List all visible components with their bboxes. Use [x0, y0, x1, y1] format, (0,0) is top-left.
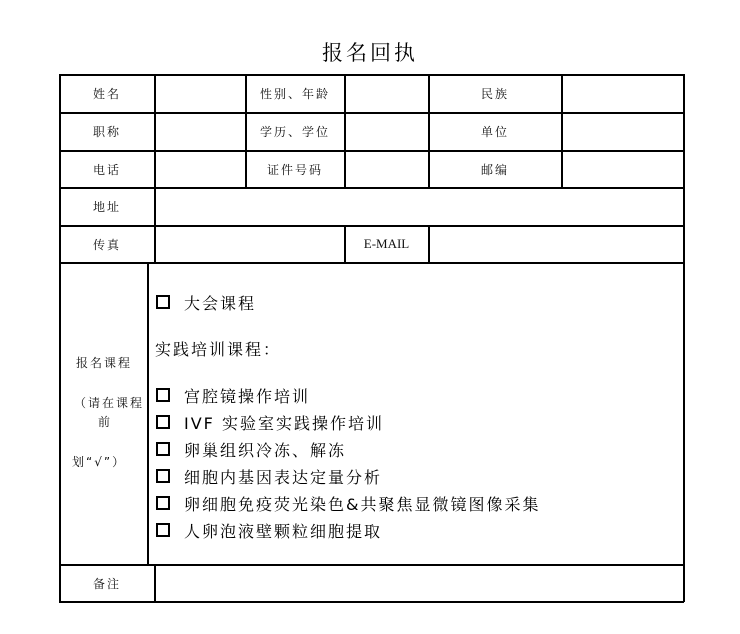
course-option-granulosa-cells[interactable] — [156, 518, 382, 542]
label-remarks: 备注 — [92, 576, 121, 591]
ethnicity-field[interactable] — [562, 75, 683, 112]
remarks-field[interactable] — [155, 565, 683, 601]
label-name: 姓名 — [92, 87, 121, 101]
label-fax: 传真 — [92, 237, 121, 252]
postcode-field[interactable] — [562, 151, 683, 187]
id-number-field[interactable] — [345, 151, 428, 187]
table-border-right — [683, 74, 685, 602]
checkbox[interactable] — [156, 523, 170, 537]
label-email: E-MAIL — [363, 236, 410, 251]
course-label: 卵细胞免疫荧光染色&共聚焦显微镜图像采集 — [184, 494, 541, 514]
checkbox[interactable] — [156, 469, 170, 483]
course-option-gene-expression[interactable] — [156, 464, 382, 488]
organization-field[interactable] — [562, 113, 683, 150]
course-option-ivf-lab[interactable] — [156, 410, 384, 434]
label-education-degree: 学历、学位 — [259, 125, 330, 139]
checkbox[interactable] — [156, 442, 170, 456]
row-divider — [59, 262, 684, 264]
course-option-ovarian-tissue[interactable] — [156, 437, 346, 461]
course-label: 细胞内基因表达定量分析 — [184, 467, 383, 487]
course-label: 宫腔镜操作培训 — [184, 386, 311, 406]
education-degree-field[interactable] — [345, 113, 428, 150]
course-option-main-conference[interactable] — [156, 290, 256, 314]
course-label: 卵巢组织冷冻、解冻 — [184, 440, 347, 460]
label-address: 地址 — [92, 200, 121, 214]
label-title: 职称 — [92, 125, 121, 139]
checkbox[interactable] — [156, 295, 170, 309]
name-field[interactable] — [155, 75, 245, 112]
course-option-hysteroscopy[interactable] — [156, 383, 310, 407]
registration-label-hint-2: 前 — [98, 415, 113, 429]
course-label: IVF 实验室实践操作培训 — [184, 413, 384, 433]
registration-label-hint-1: （请在课程 — [74, 396, 145, 410]
label-id-number: 证件号码 — [266, 162, 323, 177]
title-field[interactable] — [155, 113, 245, 150]
fax-field[interactable] — [155, 226, 344, 262]
address-field[interactable] — [155, 188, 683, 225]
email-field[interactable] — [429, 226, 683, 262]
label-gender-age: 性别、年龄 — [259, 87, 330, 101]
table-border-bottom — [59, 601, 684, 603]
checkbox[interactable] — [156, 496, 170, 510]
registration-label-title: 报名课程 — [76, 356, 133, 370]
checkbox[interactable] — [156, 415, 170, 429]
registration-label-hint-3: 划“√”） — [72, 455, 127, 469]
form-title: 报名回执 — [322, 41, 418, 65]
label-postcode: 邮编 — [480, 162, 509, 177]
practical-courses-heading: 实践培训课程： — [155, 340, 282, 359]
label-phone: 电话 — [92, 162, 121, 177]
course-label: 大会课程 — [184, 293, 257, 313]
gender-age-field[interactable] — [345, 75, 428, 112]
label-organization: 单位 — [480, 125, 509, 139]
column-divider — [147, 262, 149, 564]
course-label: 人卵泡液壁颗粒细胞提取 — [184, 521, 383, 541]
phone-field[interactable] — [155, 151, 245, 187]
label-ethnicity: 民族 — [480, 87, 509, 101]
checkbox[interactable] — [156, 388, 170, 402]
course-option-immunofluorescence[interactable] — [156, 491, 540, 515]
